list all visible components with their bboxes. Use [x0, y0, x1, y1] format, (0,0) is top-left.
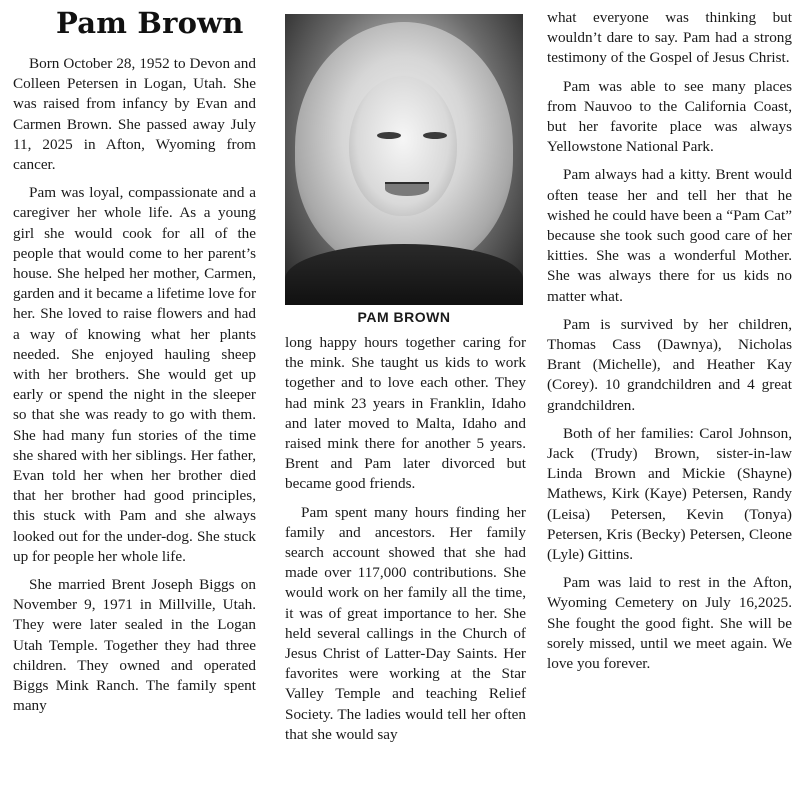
portrait-eye [423, 132, 447, 139]
text-column-2 [285, 333, 526, 753]
paragraph: Pam was laid to rest in the Afton, Wyoming Cemetery on July 16,2025. She fought the good fight. She will be sorely missed, until we meet again. We love you forever. [547, 574, 792, 673]
paragraph: Pam spent many hours finding her family and ancestors. Her family search account showed that she had made over 117,000 contributions. She would work on her family all the time, it was of great importance to her. She held several callings in the Church of Jesus Christ of Latter-Day Saints. Her favorites were working at the Star Valley Temple and teaching Relief Society. The ladies would tell her often that she would say [285, 503, 526, 743]
portrait-shoulders [285, 244, 523, 305]
text-column-1 [13, 54, 256, 725]
text-column-3 [547, 8, 792, 682]
portrait-photo [285, 14, 523, 305]
portrait-eye [377, 132, 401, 139]
paragraph: Pam is survived by her children, Thomas Cass (Dawnya), Nicholas Brant (Michelle), and Heather Kay (Corey). 10 grandchildren and 4 great grandchildren. [547, 315, 792, 414]
paragraph: long happy hours together caring for the mink. She taught us kids to work together and to love each other. They had mink 23 years in Franklin, Idaho and later moved to Malta, Idaho and raised mink there for another 5 years. Brent and Pam later divorced but became good friends. [285, 334, 526, 493]
paragraph: Both of her families: Carol Johnson, Jack (Trudy) Brown, sister-in-law Linda Brown and Mickie (Shayne) Mathews, Kirk (Kaye) Petersen, Randy (Leisa) Petersen, Kevin (Tonya) Petersen, Kris (Becky) Petersen, Cleone (Lyle) Gittins. [547, 424, 792, 564]
photo-caption: PAM BROWN [357, 309, 451, 325]
paragraph: Pam always had a kitty. Brent would often tease her and tell her that he wished he could have been a “Pam Cat” because she took such good care of her kitties. She was a wonderful Mother. She was always there for us kids no matter what. [547, 166, 792, 305]
portrait-smile [385, 182, 429, 196]
paragraph: Pam was able to see many places from Nauvoo to the California Coast, but her favorite place was always Yellowstone National Park. [547, 77, 792, 156]
paragraph: Born October 28, 1952 to Devon and Colleen Petersen in Logan, Utah. She was raised from infancy by Evan and Carmen Brown. She passed away July 11, 2025 in Afton, Wyoming from cancer. [13, 55, 256, 174]
paragraph: what everyone was thinking but wouldn’t dare to say. Pam had a strong testimony of the Gospel of Jesus Christ. [547, 9, 792, 67]
paragraph: Pam was loyal, compassionate and a caregiver her whole life. As a young girl she would cook for all of the people that would come to her parent’s house. She helped her mother, Carmen, garden and it became a lifetime love for her. She loved to raise flowers and had a way of knowing what her plants needed. She enjoyed hauling sheep with her brothers. She would get up early or spend the night in the sleeper so that she was ready to go with them. She had many fun stories of the time she shared with her siblings. Her father, Evan told her when her brother died that her brother had good principles, this stuck with Pam and she always looked out for the under-dog. She stuck up for people her whole life. [13, 184, 256, 565]
paragraph: She married Brent Joseph Biggs on November 9, 1971 in Millville, Utah. They were later sealed in the Logan Utah Temple. Together they had three children. They owned and operated Biggs Mink Ranch. The family spent many [13, 576, 256, 715]
obituary-title: Pam Brown [56, 6, 244, 40]
